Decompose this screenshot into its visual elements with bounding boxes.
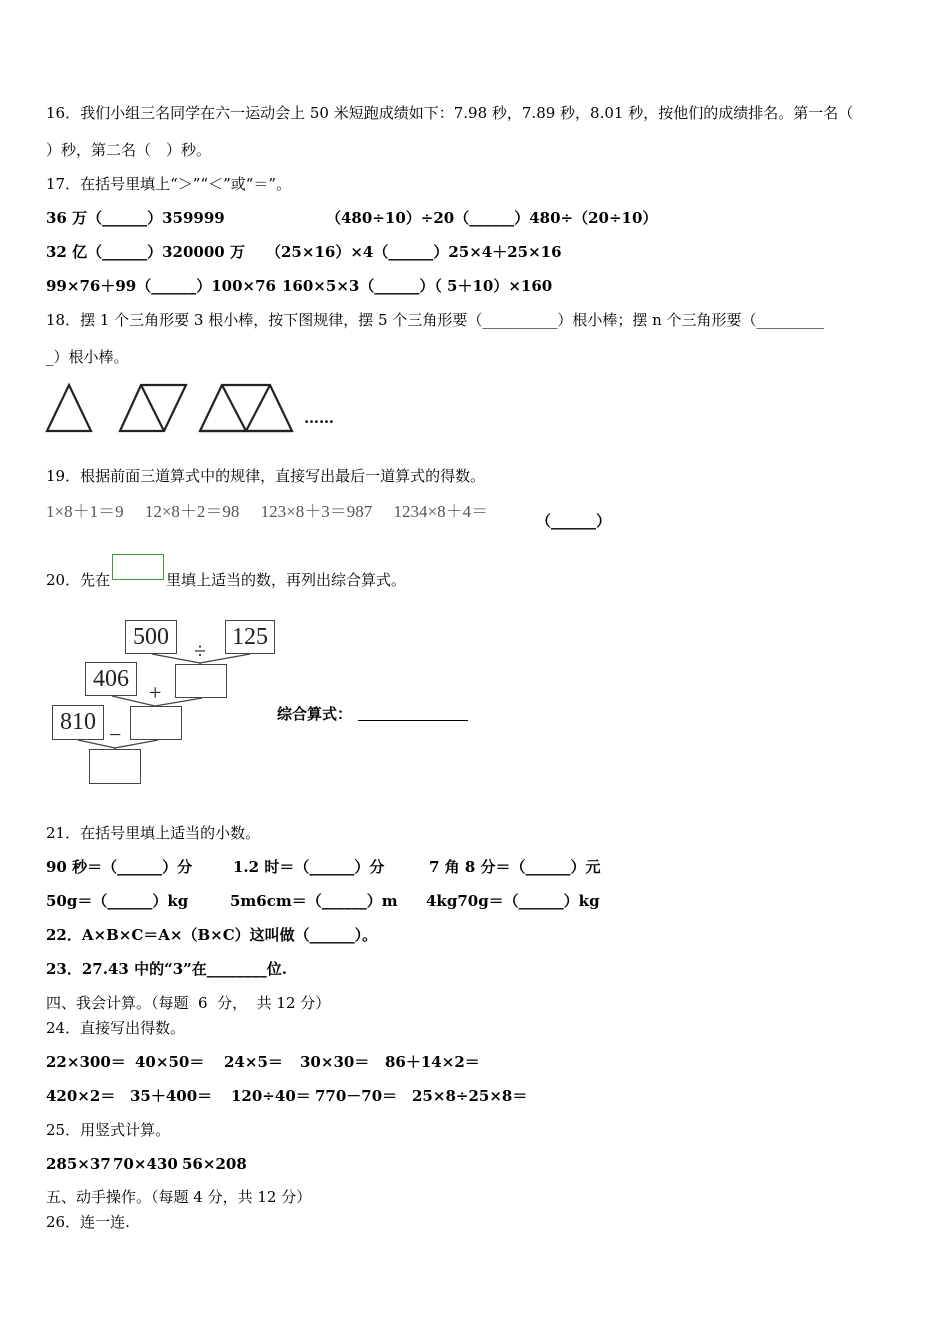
minus-sign: − — [109, 722, 122, 747]
ellipsis: …… — [304, 409, 334, 427]
q21-row2c: 4kg70g＝（______）kg — [426, 892, 600, 910]
q17-row3b: 160×5×3（______）（ 5＋10）×160 — [282, 277, 553, 295]
combined-formula-text: 综合算式： — [277, 705, 353, 723]
box-810: 810 — [52, 705, 104, 740]
q24-item: 120÷40＝ — [231, 1087, 311, 1105]
q25-item: 285×37 — [46, 1155, 111, 1173]
q21-row1b: 1.2 时＝（______）分 — [233, 858, 385, 876]
q21-row2a: 50g＝（______）kg — [46, 892, 189, 910]
q24-title: 24．直接写出得数。 — [46, 1019, 186, 1037]
section-5-heading: 五、动手操作。（每题 4 分，共 12 分） — [46, 1188, 312, 1206]
triangle-pattern-figure — [44, 380, 304, 436]
plus-sign: + — [149, 680, 162, 705]
q17-row1a: 36 万（______）359999 — [46, 209, 225, 227]
q25-item: 56×208 — [182, 1155, 247, 1173]
q16-line1: 16．我们小组三名同学在六一运动会上 50 米短跑成绩如下：7.98 秒，7.89 秒，8.01 秒，按他们的成绩排名。第一名（ — [46, 104, 854, 122]
q22: 22．A×B×C＝A×（B×C）这叫做（______）。 — [46, 926, 378, 944]
combined-formula-blank[interactable] — [358, 706, 468, 721]
q16-line2: ）秒，第二名（ ）秒。 — [46, 141, 212, 159]
triangle-figure-1 — [47, 385, 91, 431]
q20-head: 20．先在 — [46, 571, 111, 589]
q17-row3a: 99×76＋99（______）100×76 — [46, 277, 276, 295]
blank-box-result[interactable] — [89, 749, 141, 784]
q23: 23．27.43 中的“3”在________位. — [46, 960, 287, 978]
q17-row2a: 32 亿（______）320000 万 — [46, 243, 245, 261]
q17-title: 17．在括号里填上“＞”“＜”或“＝”。 — [46, 175, 292, 193]
box-125: 125 — [225, 620, 275, 654]
q21-row1a: 90 秒＝（______）分 — [46, 858, 193, 876]
q21-row2b: 5m6cm＝（______）m — [230, 892, 398, 910]
q24-item: 25×8÷25×8＝ — [412, 1087, 528, 1105]
blank-box-1[interactable] — [175, 664, 227, 698]
blank-box-2[interactable] — [130, 706, 182, 740]
q19-title: 19．根据前面三道算式中的规律，直接写出最后一道算式的得数。 — [46, 467, 486, 485]
q24-item: 86＋14×2＝ — [385, 1053, 480, 1071]
green-answer-box — [112, 554, 164, 580]
q24-item: 420×2＝ — [46, 1087, 116, 1105]
q17-row2b: （25×16）×4（______）25×4＋25×16 — [266, 243, 562, 261]
q24-item: 30×30＝ — [300, 1053, 370, 1071]
q20-tail: 里填上适当的数，再列出综合算式。 — [166, 571, 407, 589]
q18-line1: 18．摆 1 个三角形要 3 根小棒，按下图规律，摆 5 个三角形要（__________）根小棒；摆 n 个三角形要（_________ — [46, 311, 825, 329]
q24-item: 35＋400＝ — [130, 1087, 213, 1105]
divide-sign: ÷ — [194, 638, 207, 663]
q25-title: 25．用竖式计算。 — [46, 1121, 171, 1139]
box-500: 500 — [125, 620, 177, 654]
q17-row1b: （480÷10）÷20（______）480÷（20÷10） — [326, 209, 658, 227]
q24-item: 24×5＝ — [224, 1053, 283, 1071]
q24-item: 22×300＝ — [46, 1053, 126, 1071]
box-406: 406 — [85, 662, 137, 696]
q18-line2: _）根小棒。 — [46, 348, 129, 366]
section-4-heading: 四、我会计算。（每题 6 分， 共 12 分） — [46, 994, 331, 1012]
q26-title: 26．连一连. — [46, 1213, 130, 1231]
q21-title: 21．在括号里填上适当的小数。 — [46, 824, 261, 842]
q24-item: 40×50＝ — [135, 1053, 205, 1071]
combined-formula-label — [277, 703, 468, 724]
q19-answer-blank: （______） — [536, 512, 612, 530]
q25-item: 70×430 — [113, 1155, 178, 1173]
q24-item: 770－70＝ — [315, 1087, 398, 1105]
q21-row1c: 7 角 8 分＝（______）元 — [429, 858, 601, 876]
triangle-figure-2 — [120, 385, 186, 431]
q19-equations: 1×8＋1＝9 12×8＋2＝98 123×8＋3＝987 1234×8＋4＝ — [46, 502, 489, 521]
triangle-figure-3 — [200, 385, 292, 431]
